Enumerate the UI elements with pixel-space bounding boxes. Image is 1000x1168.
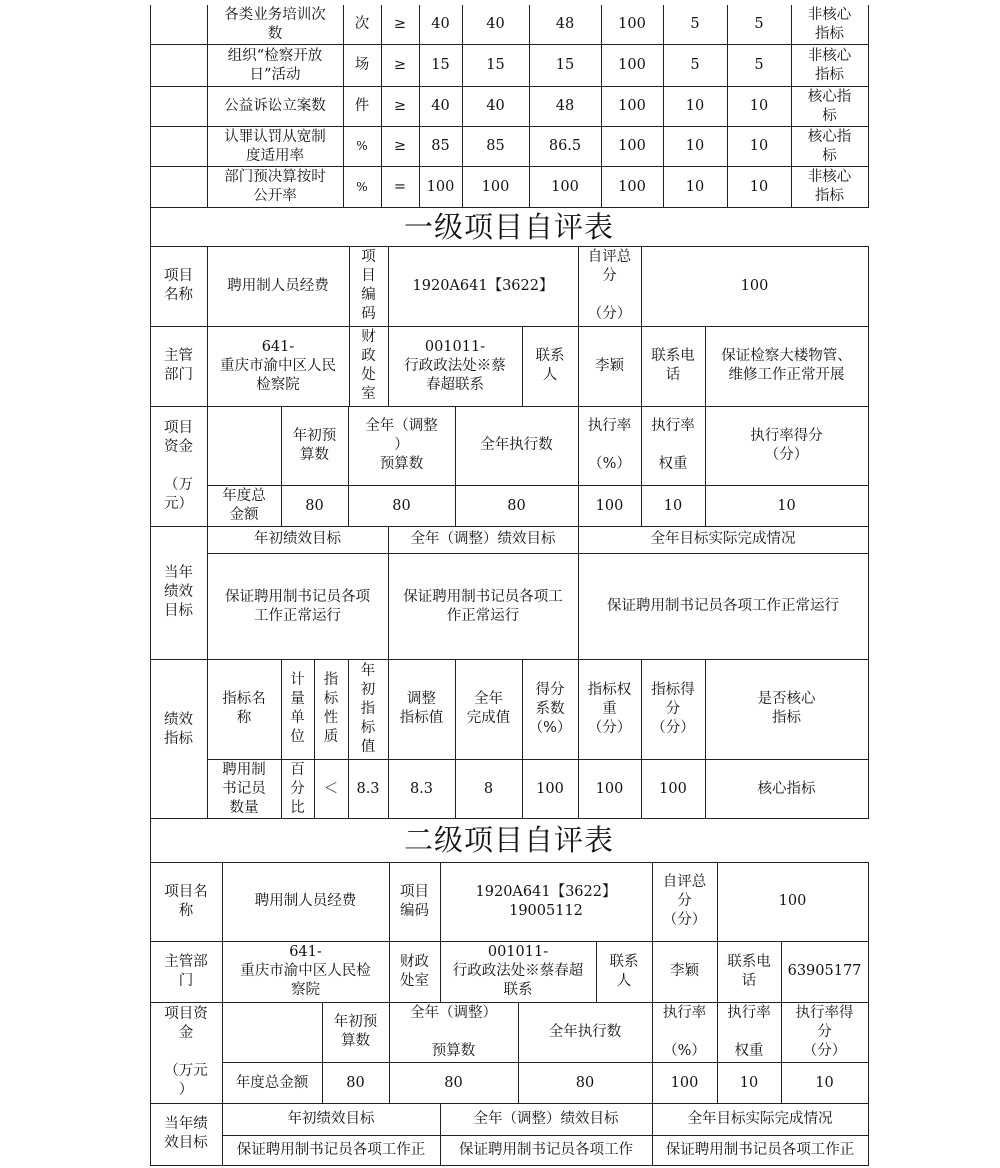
ind-header-actual: 全年 完成值 [466, 691, 511, 726]
header-execution-rate: 执行率 （%） [587, 418, 632, 472]
dept-label: 主管 部门 [164, 348, 193, 383]
header-initial-budget: 年初预 算数 [333, 1014, 378, 1049]
project-name-label: 项目名 称 [164, 883, 208, 919]
finance-office: 001011- 行政政法处※蔡 春超联系 [404, 338, 506, 393]
ind-core: 核心指标 [757, 780, 816, 797]
dept-label: 主管部 门 [164, 953, 208, 989]
goal-header-actual: 全年目标实际完成情况 [687, 1110, 833, 1127]
value-initial-budget: 80 [305, 497, 324, 514]
value-adjusted-budget: 80 [444, 1074, 463, 1091]
indicator-coef: 100 [618, 138, 646, 154]
indicator-actual: 48 [555, 98, 575, 114]
header-adjusted-budget: 全年（调整 ） 预算数 [365, 418, 438, 472]
indicator-coef: 100 [618, 178, 646, 195]
project-name-label: 项目 名称 [164, 268, 193, 303]
level1-title: 一级项目自评表 [403, 210, 614, 244]
indicator-name: 认罪认罚从宽制 度适用率 [224, 128, 326, 164]
indicator-unit: % [356, 139, 368, 153]
indicator-core: 非核心 指标 [807, 169, 852, 204]
ind-header-adjusted: 调整 指标值 [399, 691, 444, 726]
ind-header-name: 指标名 称 [222, 691, 266, 726]
goal-actual: 保证聘用制书记员各项工作正常运行 [607, 598, 839, 614]
indicator-unit: 件 [354, 98, 370, 114]
indicator-name: 组织“检察开放 日”活动 [227, 47, 323, 83]
indicator-nature: = [393, 178, 407, 195]
contact: 李颖 [670, 963, 699, 979]
header-rate-weight: 执行率 权重 [651, 418, 695, 472]
ind-actual: 8 [483, 780, 494, 797]
project-code: 1920A641【3622】19005112 [475, 883, 617, 919]
indicator-coef: 100 [618, 57, 646, 73]
value-rate-score: 10 [815, 1074, 834, 1091]
ind-adjusted: 8.3 [409, 780, 434, 797]
contact-label: 联系 人 [535, 348, 565, 383]
fund-label: 项目资 金 （万元 ） [164, 1006, 208, 1098]
indicator-core: 核心指 标 [807, 128, 852, 164]
level2-title: 二级项目自评表 [403, 823, 614, 857]
indicator-score: 5 [754, 57, 764, 73]
ind-nature: ＜ [323, 780, 339, 797]
indicator-actual: 48 [555, 16, 575, 32]
value-rate-score: 10 [777, 497, 796, 514]
indicator-adjusted: 100 [481, 178, 510, 195]
project-name: 聘用制人员经费 [227, 277, 329, 294]
total-amount-label: 年度总 金额 [222, 488, 266, 523]
ind-unit: 百 分 比 [290, 761, 305, 816]
indicator-score: 10 [749, 178, 769, 195]
total-score: 100 [740, 277, 769, 294]
finance-label: 财 政 处 室 [361, 329, 376, 402]
indicator-score: 5 [754, 16, 764, 32]
dept: 641- 重庆市渝中区人民检 察院 [240, 944, 371, 998]
indicator-score: 10 [749, 98, 769, 114]
indicator-label: 绩效 指标 [164, 712, 193, 747]
goal-initial: 保证聘用制书记员各项工作正 [236, 1142, 426, 1158]
indicator-name: 部门预决算按时 公开率 [224, 169, 326, 204]
indicator-core: 非核心 指标 [807, 6, 852, 42]
indicator-initial: 15 [431, 57, 450, 73]
phone-label: 联系电 话 [651, 348, 695, 383]
indicator-name: 各类业务培训次 数 [224, 6, 326, 42]
indicator-weight: 10 [685, 178, 705, 195]
project-code-label: 项 目 编 码 [361, 249, 376, 322]
indicator-unit: % [356, 179, 368, 194]
value-execution-rate: 100 [670, 1074, 699, 1091]
header-actual-execution: 全年执行数 [548, 1023, 622, 1040]
indicator-adjusted: 15 [486, 57, 505, 73]
indicator-nature: ≥ [393, 57, 407, 73]
goal-header-actual: 全年目标实际完成情况 [650, 531, 796, 547]
value-initial-budget: 80 [346, 1074, 365, 1091]
total-score: 100 [778, 893, 807, 909]
header-rate-score: 执行率得分 （分） [750, 427, 823, 463]
indicator-initial: 40 [431, 16, 450, 32]
indicator-initial: 100 [426, 178, 455, 195]
ind-header-score: 指标得 分 （分） [651, 681, 695, 736]
ind-score: 100 [659, 780, 687, 797]
total-amount-label: 年度总金额 [235, 1074, 309, 1091]
goal-header-initial: 年初绩效目标 [254, 531, 341, 547]
phone-label: 联系电 话 [727, 953, 771, 989]
ind-header-initial: 年 初 指 标 值 [360, 662, 376, 755]
indicator-adjusted: 40 [486, 98, 505, 114]
value-rate-weight: 10 [739, 1074, 759, 1091]
indicator-core: 核心指 标 [807, 88, 852, 124]
indicator-initial: 85 [431, 138, 450, 154]
contact: 李颖 [595, 357, 624, 374]
header-execution-rate: 执行率 （%） [662, 1004, 707, 1059]
ind-name: 聘用制 书记员 数量 [222, 761, 266, 816]
header-rate-weight: 执行率 权重 [727, 1004, 771, 1059]
ind-header-coef: 得分 系数 （%） [528, 681, 572, 736]
goal-header-initial: 年初绩效目标 [287, 1110, 375, 1127]
goal-header-adjusted: 全年（调整）绩效目标 [410, 531, 556, 547]
project-name: 聘用制人员经费 [254, 893, 357, 909]
indicator-adjusted: 85 [486, 138, 505, 154]
indicator-actual: 100 [551, 178, 579, 195]
indicator-initial: 40 [431, 98, 450, 114]
goal-label: 当年 绩效 目标 [164, 565, 193, 619]
indicator-coef: 100 [618, 16, 646, 32]
header-initial-budget: 年初预 算数 [292, 427, 337, 463]
indicator-coef: 100 [618, 98, 646, 114]
value-actual-execution: 80 [507, 497, 526, 514]
goal-header-adjusted: 全年（调整）绩效目标 [473, 1110, 619, 1127]
indicator-weight: 10 [685, 98, 705, 114]
indicator-weight: 5 [690, 57, 700, 73]
goal-actual: 保证聘用制书记员各项工作正 [665, 1142, 855, 1158]
indicator-nature: ≥ [393, 98, 407, 114]
ind-coef: 100 [536, 780, 564, 797]
indicator-weight: 10 [685, 138, 705, 154]
goal-initial: 保证聘用制书记员各项 工作正常运行 [225, 588, 370, 624]
ind-weight: 100 [595, 780, 624, 797]
indicator-actual: 86.5 [548, 138, 582, 154]
indicator-nature: ≥ [393, 16, 407, 32]
finance-office: 001011- 行政政法处※蔡春超 联系 [452, 944, 584, 998]
indicator-weight: 5 [690, 16, 700, 32]
project-code: 1920A641【3622】 [412, 277, 554, 294]
indicator-core: 非核心 指标 [807, 47, 852, 83]
ind-header-nature: 指 标 性 质 [323, 672, 339, 745]
phone: 63905177 [787, 963, 862, 979]
ind-header-unit: 计 量 单 位 [290, 672, 305, 745]
value-actual-execution: 80 [575, 1074, 595, 1091]
fund-label: 项目 资金 （万 元） [164, 419, 193, 512]
indicator-actual: 15 [555, 57, 575, 73]
goal-adjusted: 保证聘用制书记员各项工 作正常运行 [403, 588, 563, 624]
indicator-unit: 场 [354, 57, 370, 73]
ind-initial: 8.3 [356, 780, 380, 797]
goal-label: 当年绩 效目标 [164, 1116, 208, 1151]
score-label: 自评总 分 （分） [662, 874, 707, 928]
indicator-nature: ≥ [393, 138, 407, 154]
indicator-name: 公益诉讼立案数 [224, 98, 326, 114]
indicator-unit: 次 [354, 16, 370, 32]
header-actual-execution: 全年执行数 [480, 437, 553, 453]
finance-label: 财政 处室 [400, 953, 429, 989]
dept: 641- 重庆市渝中区人民 检察院 [220, 338, 336, 393]
header-adjusted-budget: 全年（调整） 预算数 [410, 1004, 497, 1059]
ind-header-core: 是否核心 指标 [757, 691, 816, 726]
ind-header-weight: 指标权 重 （分） [587, 681, 632, 736]
contact-label: 联系 人 [609, 953, 639, 989]
value-rate-weight: 10 [663, 497, 683, 514]
project-code-label: 项目 编码 [400, 883, 429, 919]
indicator-adjusted: 40 [486, 16, 505, 32]
value-adjusted-budget: 80 [392, 497, 411, 514]
goal-adjusted: 保证聘用制书记员各项工作 [459, 1142, 633, 1158]
header-rate-score: 执行率得 分 （分） [795, 1004, 854, 1059]
value-execution-rate: 100 [595, 497, 624, 514]
phone: 保证检察大楼物管、 维修工作正常开展 [721, 348, 852, 383]
indicator-score: 10 [749, 138, 769, 154]
score-label: 自评总 分 （分） [587, 249, 632, 322]
